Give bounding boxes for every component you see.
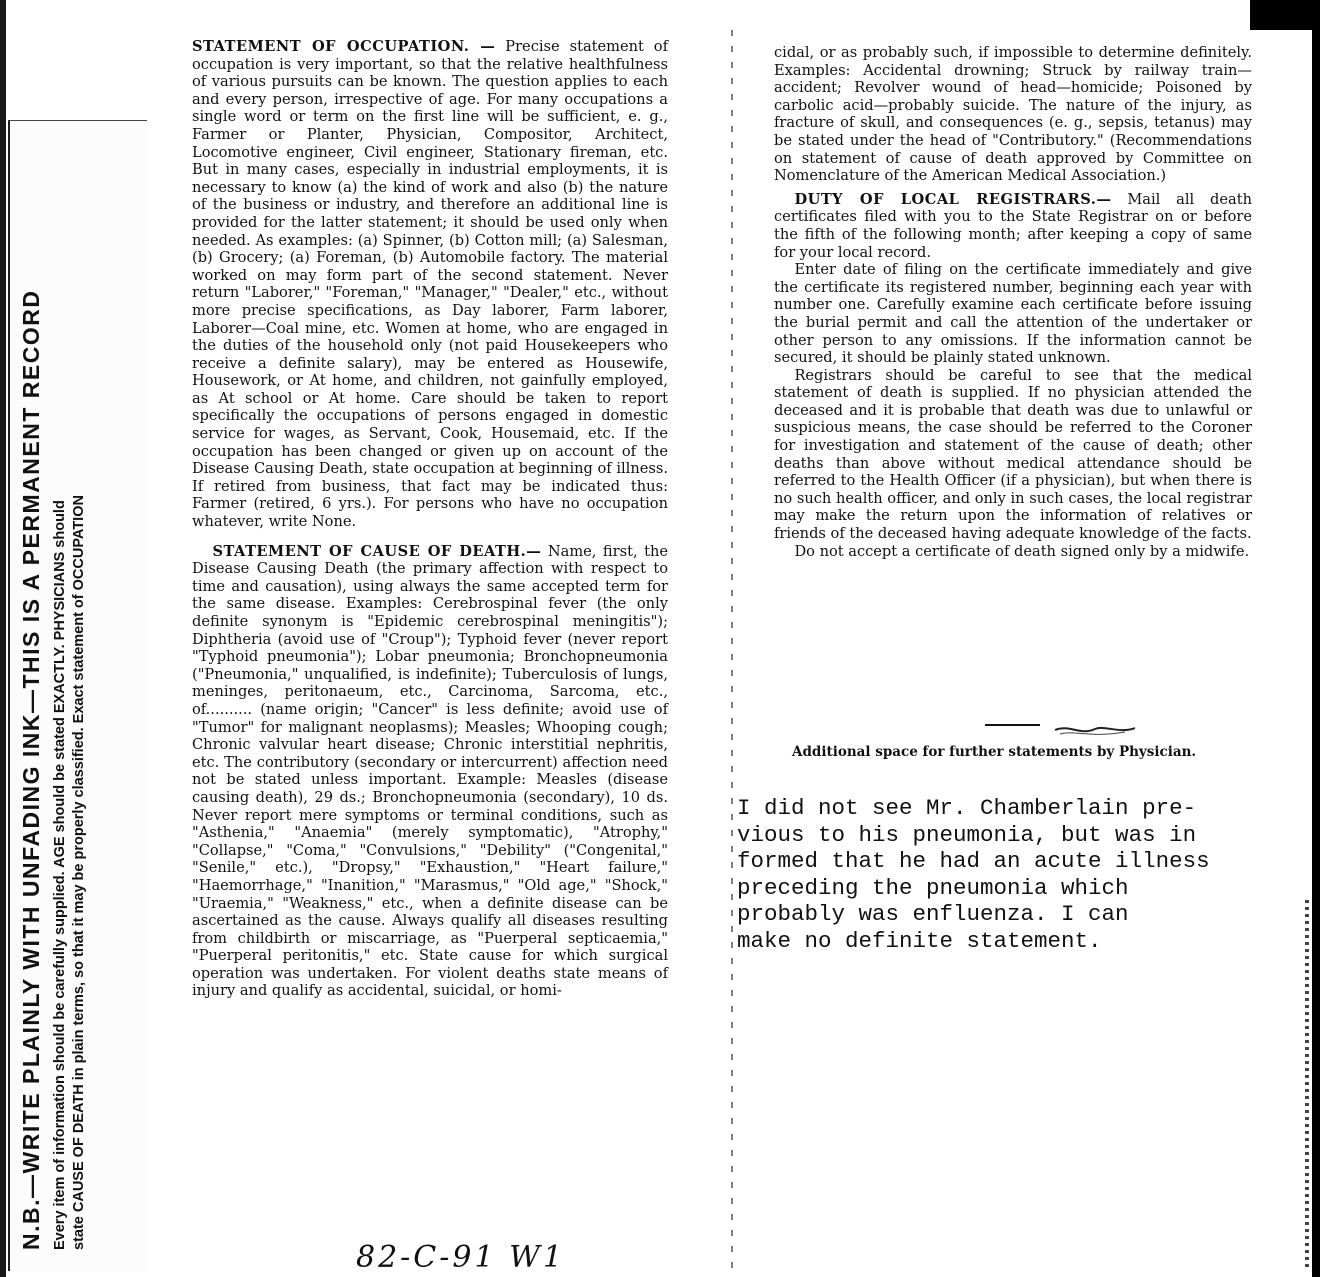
physician-statement: I did not see Mr. Chamberlain pre- vious to his pneumonia, but was in formed that he had an acute illness preceding the pneumonia which probably was enfluenza. I can make no definite statement. <box>737 795 1210 954</box>
registrars-heading: DUTY OF LOCAL REGISTRARS.— <box>794 190 1112 208</box>
registrars-p3: Registrars should be careful to see that the medical statement of death is supplied. If no physician attended the deceased and it is probable that death was due to unlawful or suspicious means, the case should be referred to the Coroner for investigation and statement of the cause of death; other deaths than above without medical attendance should be referred to the Health Officer (if a physician), but when there is no such health officer, and only in such cases, the local registrar may make the return upon the information of relatives or friends of the deceased having adequate knowledge of the facts. <box>774 366 1252 543</box>
decorative-rule <box>985 722 1135 740</box>
occupation-heading: STATEMENT OF OCCUPATION. — <box>192 38 496 55</box>
cause-of-death-notice: state CAUSE OF DEATH in plain terms, so that it may be properly classified. Exact statement of OCCUPATION <box>71 495 87 1250</box>
occupation-body: Precise statement of occupation is very important, so that the relative healthfulness of various pursuits can be known. The question applies to each and every person, irrespective of age. For many occupations a single word or term on the first line will be sufficient, e. g., Farmer or Planter, Physician, Compositor, Architect, Locomotive engineer, Civil engineer, Stationary fireman, etc. But in many cases, especially in industrial employments, it is necessary to know (a) the kind of work and also (b) the nature of the business or industry, and therefore an additional line is provided for the latter statement; it should be used only when needed. As examples: (a) Spinner, (b) Cotton mill; (a) Salesman, (b) Grocery; (a) Foreman, (b) Automobile factory. The material worked on may form part of the second statement. Never return "Laborer," "Foreman," "Manager," "Dealer," etc., without more precise specifications, as Day laborer, Farm laborer, Laborer—Coal mine, etc. Women at home, who are engaged in the duties of the household only (not paid Housekeepers who receive a definite salary), may be entered as Housewife, Housework, or At home, and children, not gainfully employed, as At school or At home. Care should be taken to report specifically the occupations of persons engaged in domestic service for wages, as Servant, Cook, Housemaid, etc. If the occupation has been changed or given up on account of the Disease Causing Death, state occupation at beginning of illness. If retired from business, that fact may be indicated thus: Farmer (retired, 6 yrs.). For persons who have no occupation whatever, write None. <box>192 38 668 531</box>
instructions-right-column <box>774 44 1252 560</box>
cause-section <box>192 543 668 1000</box>
permanent-record-notice: N.B.—WRITE PLAINLY WITH UNFADING INK—THIS IS A PERMANENT RECORD <box>18 289 44 1250</box>
handwritten-note: 82-C-91 W1 <box>356 1240 566 1275</box>
occupation-section <box>192 38 668 531</box>
side-notice <box>18 130 89 1250</box>
registrars-p4: Do not accept a certificate of death signed only by a midwife. <box>794 542 1250 560</box>
column-divider <box>730 30 734 1270</box>
scan-speckle <box>1305 900 1309 1270</box>
cause-body: Name, first, the Disease Causing Death (the primary affection with respect to time and causation), using always the same accepted term for the same disease. Examples: Cerebrospinal fever (the only definite synonym is "Epidemic cerebrospinal meningitis"); Diphtheria (avoid use of "Croup"); Typhoid fever (never report "Typhoid pneumonia"); Lobar pneumonia; Bronchopneumonia ("Pneumonia," unqualified, is indefinite); Tuberculosis of lungs, meninges, peritonaeum, etc., Carcinoma, Sarcoma, etc., of.......... (name origin; "Cancer" is less definite; avoid use of "Tumor" for malignant neoplasms); Measles; Whooping cough; Chronic valvular heart disease; Chronic interstitial nephritis, etc. The contributory (secondary or intercurrent) affection need not be stated unless important. Example: Measles (disease causing death), 29 ds.; Bronchopneumonia (secondary), 10 ds. Never report mere symptoms or terminal conditions, such as "Asthenia," "Anaemia" (merely symptomatic), "Atrophy," "Collapse," "Coma," "Convulsions," "Debility" ("Congenital," "Senile," etc.), "Dropsy," "Exhaustion," "Heart failure," "Haemorrhage," "Inanition," "Marasmus," "Old age," "Shock," "Uraemia," "Weakness," etc., when a definite disease can be ascertained as the cause. Always qualify all diseases resulting from childbirth or miscarriage, as "Puerperal septicaemia," "Puerperal peritonitis," etc. State cause for which surgical operation was undertaken. For violent deaths state means of injury and qualify as accidental, suicidal, or homi- <box>192 542 669 1000</box>
scan-border-top-right <box>1250 0 1320 30</box>
scan-border-left <box>0 0 6 1277</box>
registrars-section <box>774 191 1252 261</box>
information-notice: Every item of information should be carefully supplied. AGE should be stated EXACTLY. PHYSICIANS should <box>52 500 68 1250</box>
registrars-p2: Enter date of filing on the certificate immediately and give the certificate its registered number, beginning each year with number one. Carefully examine each certificate before issuing the burial permit and call the attention of the undertaker or other person to any omissions. If the information cannot be secured, it should be plainly stated unknown. <box>774 261 1252 367</box>
additional-space-label: Additional space for further statements by Physician. <box>792 744 1197 760</box>
instructions-left-column <box>192 38 668 1000</box>
scan-border-right <box>1312 0 1320 1277</box>
cause-heading: STATEMENT OF CAUSE OF DEATH.— <box>212 542 542 560</box>
cause-continued: cidal, or as probably such, if impossible to determine definitely. Examples: Accidental drowning; Struck by railway train—accident; Revolver wound of head—homicide; Poisoned by carbolic acid—probably suicide. The nature of the injury, as fracture of skull, and consequences (e. g., sepsis, tetanus) may be stated under the head of "Contributory." (Recommendations on statement of cause of death approved by Committee on Nomenclature of the American Medical Association.) <box>774 44 1252 185</box>
registrars-p1: Mail all death certificates filed with you to the State Registrar on or before the fifth of the following month; after keeping a copy of same for your local record. <box>774 190 1252 261</box>
